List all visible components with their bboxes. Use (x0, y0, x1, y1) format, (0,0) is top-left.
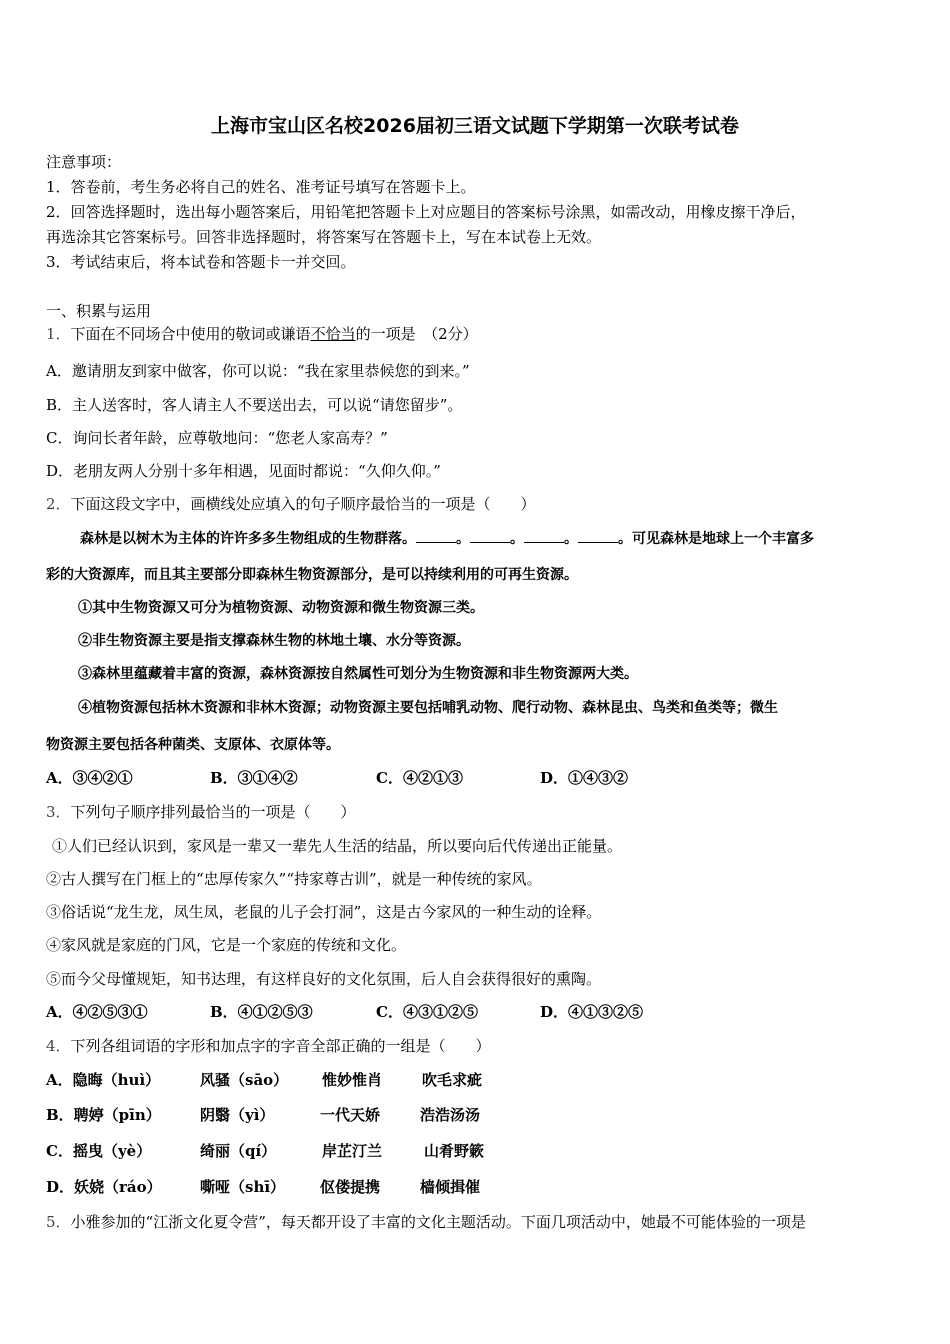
word-1: A．隐晦（huì） (46, 1071, 161, 1089)
notice-item-1: 1．答卷前，考生务必将自己的姓名、准考证号填写在答题卡上。 (46, 178, 476, 196)
question-2-sentence-4: ④植物资源包括林木资源和非林木资源；动物资源主要包括哺乳动物、爬行动物、森林昆虫、鸟类和鱼类等；微生 (78, 700, 778, 716)
stem-underlined: 不恰当 (310, 325, 356, 343)
question-3-sentence-5: ⑤而今父母懂规矩，知书达理，有这样良好的文化氛围，后人自会获得很好的熏陶。 (46, 970, 602, 988)
question-3-sentence-4: ④家风就是家庭的门风，它是一个家庭的传统和文化。 (46, 936, 407, 954)
exam-title: 上海市宝山区名校2026届初三语文试题下学期第一次联考试卷 (211, 115, 739, 137)
notice-item-3: 3．考试结束后，将本试卷和答题卡一并交回。 (46, 253, 356, 271)
answer-blank (470, 528, 510, 543)
question-1-option-b: B．主人送客时，客人请主人不要送出去，可以说“请您留步”。 (46, 396, 463, 414)
word-4: 浩浩汤汤 (420, 1106, 481, 1124)
passage-text: 可见森林是地球上一个丰富多 (632, 531, 814, 547)
option-c: C．④②①③ (376, 769, 463, 787)
stem-text: 下列各组词语的字形和加点字的字音全部正确的一组是（ ） (70, 1037, 491, 1055)
stem-text: 下列句子顺序排列最恰当的一项是（ ） (70, 803, 356, 821)
question-2-sentence-2: ②非生物资源主要是指支撑森林生物的林地土壤、水分等资源。 (78, 633, 470, 649)
answer-blank (416, 528, 456, 543)
question-number: 3． (46, 803, 71, 821)
stem-text: 小雅参加的“江浙文化夏令营”，每天都开设了丰富的文化主题活动。下面几项活动中，她最不可能体验的一项是 (70, 1213, 806, 1231)
question-3-sentence-2: ②古人撰写在门框上的“忠厚传家久”“持家尊古训”，就是一种传统的家风。 (46, 870, 542, 888)
question-5-stem (46, 1212, 806, 1232)
word-4: 吹毛求疵 (422, 1071, 483, 1089)
word-4: 山肴野簌 (424, 1142, 485, 1160)
section-heading: 一、积累与运用 (46, 302, 152, 320)
question-2-sentence-1: ①其中生物资源又可分为植物资源、动物资源和微生物资源三类。 (78, 600, 484, 616)
question-2-sentence-3: ③森林里蕴藏着丰富的资源，森林资源按自然属性可划分为生物资源和非生物资源两大类。 (78, 666, 638, 682)
answer-blank (578, 528, 618, 543)
option-d: D．①④③② (540, 769, 629, 787)
word-1: D．妖娆（ráo） (46, 1178, 162, 1196)
option-d: D．④①③②⑤ (540, 1003, 644, 1021)
option-c: C．④③①②⑤ (376, 1003, 478, 1021)
notice-heading: 注意事项： (46, 153, 122, 171)
question-1-option-c: C．询问长者年龄，应尊敬地问：“您老人家高寿？” (46, 429, 388, 447)
option-a: A．③④②① (46, 769, 133, 787)
word-4: 樯倾揖催 (420, 1178, 481, 1196)
word-3: 惟妙惟肖 (322, 1071, 383, 1089)
word-1: B．聘婷（pīn） (46, 1106, 161, 1124)
question-number: 2． (46, 495, 71, 513)
question-1-option-a: A．邀请朋友到家中做客，你可以说：“我在家里恭候您的到来。” (46, 362, 470, 380)
question-3-sentence-3: ③俗话说“龙生龙，凤生凤，老鼠的儿子会打洞”，这是古今家风的一种生动的诠释。 (46, 903, 602, 921)
question-2-sentence-4-cont: 物资源主要包括各种菌类、支原体、衣原体等。 (46, 737, 340, 753)
word-3: 岸芷汀兰 (322, 1142, 383, 1160)
word-3: 伛偻提携 (320, 1178, 381, 1196)
question-number: 4． (46, 1037, 71, 1055)
word-3: 一代天娇 (320, 1106, 381, 1124)
word-2: 嘶哑（shī） (200, 1178, 286, 1196)
question-3-stem (46, 802, 356, 822)
question-2-passage-line-2: 彩的大资源库，而且其主要部分即森林生物资源部分，是可以持续利用的可再生资源。 (46, 567, 578, 583)
question-number: 1． (46, 325, 71, 343)
passage-text: 森林是以树木为主体的许许多多生物组成的生物群落。 (80, 531, 416, 547)
question-1-stem (46, 324, 478, 344)
notice-item-2-cont: 再选涂其它答案标号。回答非选择题时，将答案写在答题卡上，写在本试卷上无效。 (46, 228, 602, 246)
option-a: A．④②⑤③① (46, 1003, 148, 1021)
question-number: 5． (46, 1213, 71, 1231)
question-2-stem (46, 494, 536, 514)
question-4-stem (46, 1036, 491, 1056)
question-3-sentence-1: ①人们已经认识到，家风是一辈又一辈先人生活的结晶，所以要向后代传递出正能量。 (52, 837, 623, 855)
option-b: B．③①④② (210, 769, 298, 787)
question-1-option-d: D．老朋友两人分别十多年相遇，见面时都说：“久仰久仰。” (46, 462, 441, 480)
notice-item-2: 2．回答选择题时，选出每小题答案后，用铅笔把答题卡上对应题目的答案标号涂黑，如需改动，用橡皮擦干净后， (46, 203, 806, 221)
stem-text: 下面在不同场合中使用的敬词或谦语 (70, 325, 311, 343)
stem-text: 的一项是 （2分） (355, 325, 478, 343)
stem-text: 下面这段文字中，画横线处应填入的句子顺序最恰当的一项是（ ） (70, 495, 536, 513)
word-1: C．摇曳（yè） (46, 1142, 152, 1160)
question-2-passage-line-1: 森林是以树木为主体的许许多多生物组成的生物群落。 。 。 。 。可见森林是地球上一个丰富多 (80, 528, 814, 549)
word-2: 绮丽（qí） (200, 1142, 277, 1160)
answer-blank (524, 528, 564, 543)
option-b: B．④①②⑤③ (210, 1003, 313, 1021)
word-2: 阴翳（yì） (200, 1106, 275, 1124)
word-2: 风骚（sāo） (200, 1071, 289, 1089)
